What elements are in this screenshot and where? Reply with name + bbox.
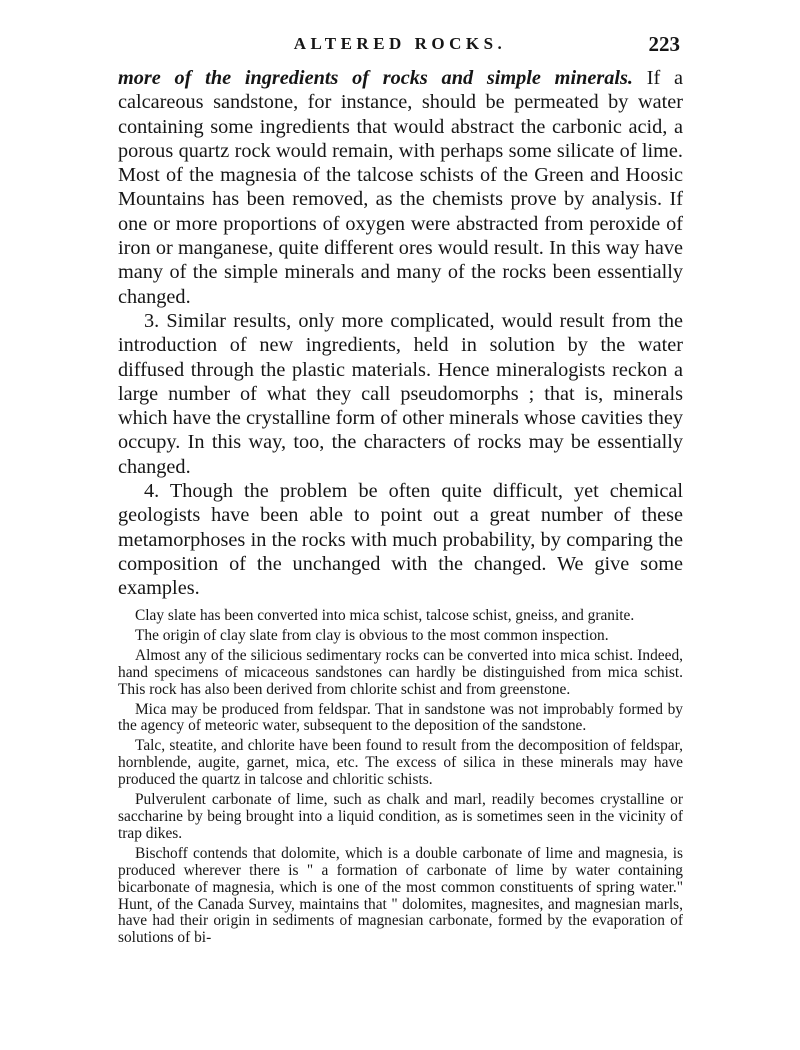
paragraph-1: [118, 66, 683, 309]
example-paragraph: Pulverulent carbonate of lime, such as chalk and marl, readily becomes crystalline or saccharine by being brought into a liquid condition, as is sometimes seen in the vicinity of trap dikes.: [118, 791, 683, 842]
paragraph-1-text: If a calcareous sandstone, for instance, should be permeated by water containing some ingredients that would abstract the carbonic acid, a porous quartz rock would remain, with perhaps some silicate of lime. Most of the magnesia of the talcose schists of the Green and Hoosic Mountains has been removed, as the chemists prove by analysis. If one or more proportions of oxygen were abstracted from peroxide of iron or manganese, quite different ores would result. In this way have many of the simple minerals and many of the rocks been essentially changed.: [118, 67, 683, 308]
paragraph-1-lead: more of the ingredients of rocks and simple minerals.: [118, 67, 633, 89]
paragraph-3: 4. Though the problem be often quite difficult, yet chemical geologists have been able to point out a great number of these metamorphoses in the rocks with much probability, by comparing the composition of the unchanged with the changed. We give some examples.: [118, 480, 683, 600]
example-paragraph: Bischoff contends that dolomite, which is a double carbonate of lime and magnesia, is produced wherever there is " a formation of carbonate of lime by water containing bicarbonate of magnesia, which is one of the most common constituents of spring water." Hunt, of the Canada Survey, maintains that " dolomites, magnesites, and magnesian marls, have had their origin in sediments of magnesian carbonate, formed by the evaporation of solutions of bi-: [118, 844, 683, 947]
page-number: 223: [648, 32, 680, 56]
example-paragraph: The origin of clay slate from clay is obvious to the most common inspection.: [135, 626, 609, 644]
paragraph-2: 3. Similar results, only more complicated, would result from the introduction of new ingredients, held in solution by the water diffused through the plastic materials. Hence mineralogists reckon a large number of what they call pseudomorphs ; that is, minerals which have the crystalline form of other minerals whose cavities they occupy. In this way, too, the characters of rocks may be essentially changed.: [118, 309, 683, 478]
example-paragraph: Mica may be produced from feldspar. That in sandstone was not improbably formed by the agency of meteoric water, subsequent to the deposition of the sandstone.: [118, 700, 683, 735]
examples-section: [118, 608, 683, 950]
running-title: ALTERED ROCKS.: [293, 34, 507, 53]
page-header: [120, 34, 680, 58]
example-paragraph: Almost any of the silicious sedimentary rocks can be converted into mica schist. Indeed, hand specimens of micaceous sandstones can hardly be distinguished from mica schist. This rock has also been derived from chlorite schist and from greenstone.: [118, 646, 683, 698]
main-text: [118, 66, 683, 601]
example-paragraph: Clay slate has been converted into mica schist, talcose schist, gneiss, and granite.: [135, 607, 635, 624]
example-paragraph: Talc, steatite, and chlorite have been found to result from the decomposition of feldspar, hornblende, augite, garnet, mica, etc. The excess of silica in these minerals may have produced the quartz in talcose and chloritic schists.: [118, 737, 683, 789]
